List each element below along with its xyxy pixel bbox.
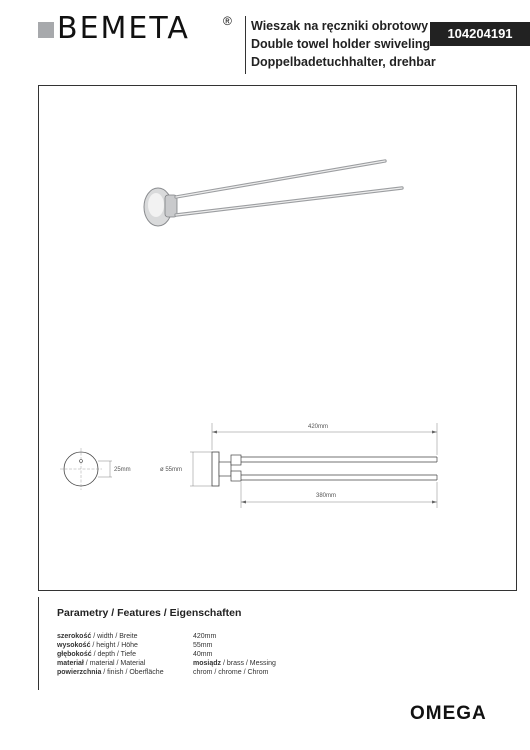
title-english: Double towel holder swiveling [251, 37, 431, 51]
series-name: OMEGA [410, 703, 487, 724]
spec-row-material [57, 659, 145, 668]
dim-depth-label: 25mm [114, 467, 131, 473]
spec-row-depth [57, 650, 136, 659]
spec-label-pl: materiał [57, 660, 84, 667]
dim-inner-label: 380mm [316, 493, 337, 499]
registered-mark: ® [223, 14, 232, 28]
dim-diameter-label: ø 55mm [160, 467, 183, 473]
params-heading: Parametry / Features / Eigenschaften [57, 607, 242, 619]
params-divider [38, 597, 39, 690]
spec-value-depth: 40mm [193, 651, 213, 658]
spec-value-material [193, 659, 276, 668]
brand-logo: BEMETA [57, 11, 190, 46]
spec-row-finish [57, 668, 164, 677]
product-photo [144, 161, 402, 226]
spec-label-pl: wysokość [57, 642, 91, 649]
front-view [60, 448, 131, 490]
spec-label-pl: głębokość [57, 651, 92, 658]
spec-value-rest: / brass / Messing [221, 660, 276, 667]
spec-row-height [57, 641, 138, 650]
spec-label-pl: powierzchnia [57, 669, 102, 676]
spec-value-pl: mosiądz [193, 660, 222, 667]
dim-width-label: 420mm [308, 424, 329, 430]
spec-label-pl: szerokość [57, 633, 92, 640]
spec-value-finish: chrom / chrome / Chrom [193, 669, 269, 676]
spec-label: / material / Material [83, 660, 146, 667]
spec-label: / depth / Tiefe [91, 651, 136, 658]
spec-label: / finish / Oberfläche [101, 669, 164, 676]
spec-row-width [57, 632, 138, 641]
side-view [160, 423, 437, 508]
product-code: 104204191 [430, 22, 530, 46]
spec-value-width: 420mm [193, 633, 217, 640]
title-polish: Wieszak na ręczniki obrotowy [251, 19, 429, 33]
spec-value-height: 55mm [193, 642, 213, 649]
spec-label: / height / Höhe [90, 642, 138, 649]
title-german: Doppelbadetuchhalter, drehbar [251, 55, 436, 69]
spec-label: / width / Breite [91, 633, 138, 640]
